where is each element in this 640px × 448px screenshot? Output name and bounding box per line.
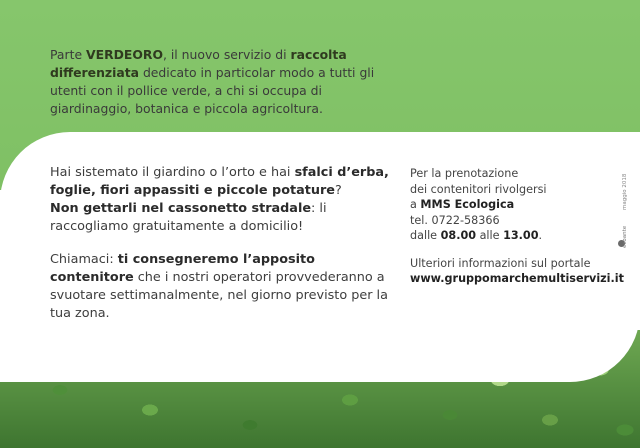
- call-text: che i nostri operatori provvederanno a svuotare settimanalmente, nel giorno previsto per la tua zona.: [50, 270, 388, 321]
- intro-paragraph: [50, 46, 395, 118]
- info-label: Ulteriori informazioni sul portale: [410, 256, 591, 270]
- booking-info: [410, 166, 610, 244]
- call-paragraph: [50, 251, 390, 323]
- service-name: VERDEORO: [86, 47, 163, 62]
- contact-info: [410, 166, 624, 299]
- main-text: [50, 164, 390, 338]
- booking-line: Per la prenotazione: [410, 167, 519, 180]
- question-text: : li raccogliamo gratuitamente a domicilio!: [50, 201, 327, 234]
- hours-start: 08.00: [440, 229, 477, 242]
- waste-types: sfalci d’erba, foglie, fiori appassiti e piccole potature: [50, 165, 389, 198]
- intro-text: , il nuovo servizio di: [162, 47, 291, 62]
- hours-text: .: [538, 229, 543, 242]
- question-paragraph: [50, 164, 390, 236]
- website-info: [410, 256, 624, 287]
- hours-end: 13.00: [503, 229, 539, 242]
- warning-text: Non gettarli nel cassonetto stradale: [50, 201, 312, 216]
- intro-text: Parte: [50, 47, 87, 62]
- brand-mark: ecoante: [622, 225, 628, 248]
- hours-text: dalle: [410, 229, 441, 242]
- container-highlight: ti consegneremo l’apposito contenitore: [50, 252, 315, 285]
- company-name: MMS Ecologica: [420, 198, 515, 211]
- intro-highlight: raccolta differenziata: [50, 47, 347, 80]
- website-link[interactable]: www.gruppomarchemultiservizi.it: [410, 272, 624, 285]
- phone-number: tel. 0722-58366: [410, 213, 500, 227]
- question-text: ?: [334, 183, 342, 198]
- print-date: maggio 2018: [622, 173, 628, 210]
- call-text: Chiamaci:: [50, 252, 118, 267]
- booking-line: a: [410, 198, 421, 211]
- booking-line: dei contenitori rivolgersi: [410, 182, 547, 196]
- intro-text: dedicato in particolar modo a tutti gli utenti con il pollice verde, a chi si occupa di giardinaggio, botanica e piccola agricoltura.: [50, 65, 375, 116]
- hours-text: alle: [476, 229, 504, 242]
- question-text: Hai sistemato il giardino o l’orto e hai: [50, 165, 295, 180]
